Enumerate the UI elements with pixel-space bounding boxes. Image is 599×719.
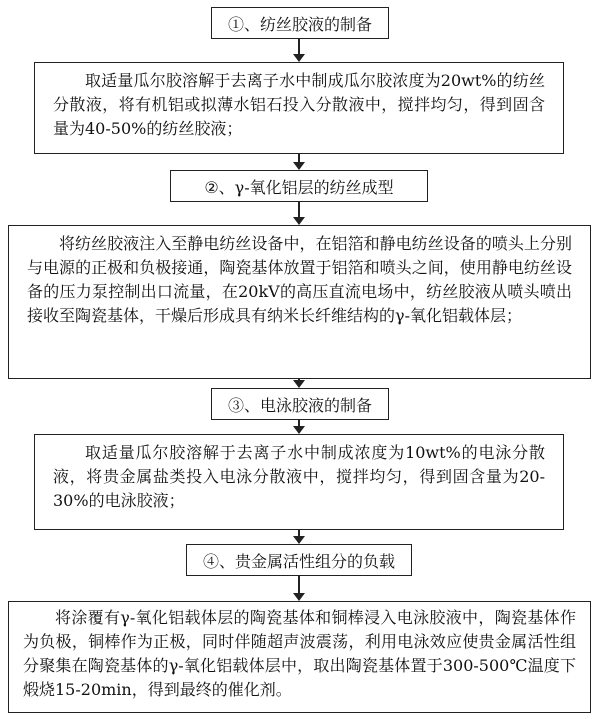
step-2-title: ②、γ-氧化铝层的纺丝成型: [204, 177, 394, 197]
step-1-description-box: [34, 62, 564, 154]
step-3-description: 取适量瓜尔胶溶解于去离子水中制成浓度为10wt%的电泳分散液，将贵金属盐类投入电泳分散液中，搅拌均匀，得到固含量为20-30%的电泳胶液；: [53, 443, 545, 510]
step-2-description: 将纺丝胶液注入至静电纺丝设备中，在铝箔和静电纺丝设备的喷头上分别与电源的正极和负极接通，陶瓷基体放置于铝箔和喷头之间，使用静电纺丝设备的压力泵控制出口流量，在20kV的高压直流电场中，纺丝胶液从喷头喷出接收至陶瓷基体，干燥后形成具有纳米长纤维结构的γ-氧化铝载体层；: [27, 234, 572, 325]
arrow-7: [293, 576, 305, 601]
arrow-2: [293, 154, 305, 170]
arrow-1: [293, 39, 305, 62]
step-4-description-box: [8, 601, 591, 713]
arrow-5: [293, 420, 305, 434]
step-3-title: ③、电泳胶液的制备: [227, 395, 372, 415]
arrow-4: [293, 379, 305, 388]
step-3-title-box: [211, 388, 389, 420]
step-2-title-box: [170, 170, 428, 202]
step-4-title: ④、贵金属活性组分的负载: [202, 551, 395, 571]
step-4-description: 将涂覆有γ-氧化铝载体层的陶瓷基体和铜棒浸入电泳胶液中，陶瓷基体作为负极，铜棒作为正极，同时伴随超声波震荡，利用电泳效应使贵金属活性组分聚集在陶瓷基体的γ-氧化铝载体层中，取出陶瓷基体置于300-500℃温度下煅烧15-20min，得到最终的催化剂。: [23, 608, 576, 699]
step-3-description-box: [34, 434, 564, 530]
step-1-description: 取适量瓜尔胶溶解于去离子水中制成瓜尔胶浓度为20wt%的纺丝分散液，将有机铝或拟薄水铝石投入分散液中，搅拌均匀，得到固含量为40-50%的纺丝胶液；: [53, 71, 545, 138]
step-1-title: ①、纺丝胶液的制备: [227, 14, 372, 34]
step-1-title-box: [211, 7, 389, 39]
arrow-6: [293, 530, 305, 544]
arrow-3: [293, 202, 305, 225]
step-2-description-box: [8, 225, 591, 379]
step-4-title-box: [186, 544, 412, 576]
